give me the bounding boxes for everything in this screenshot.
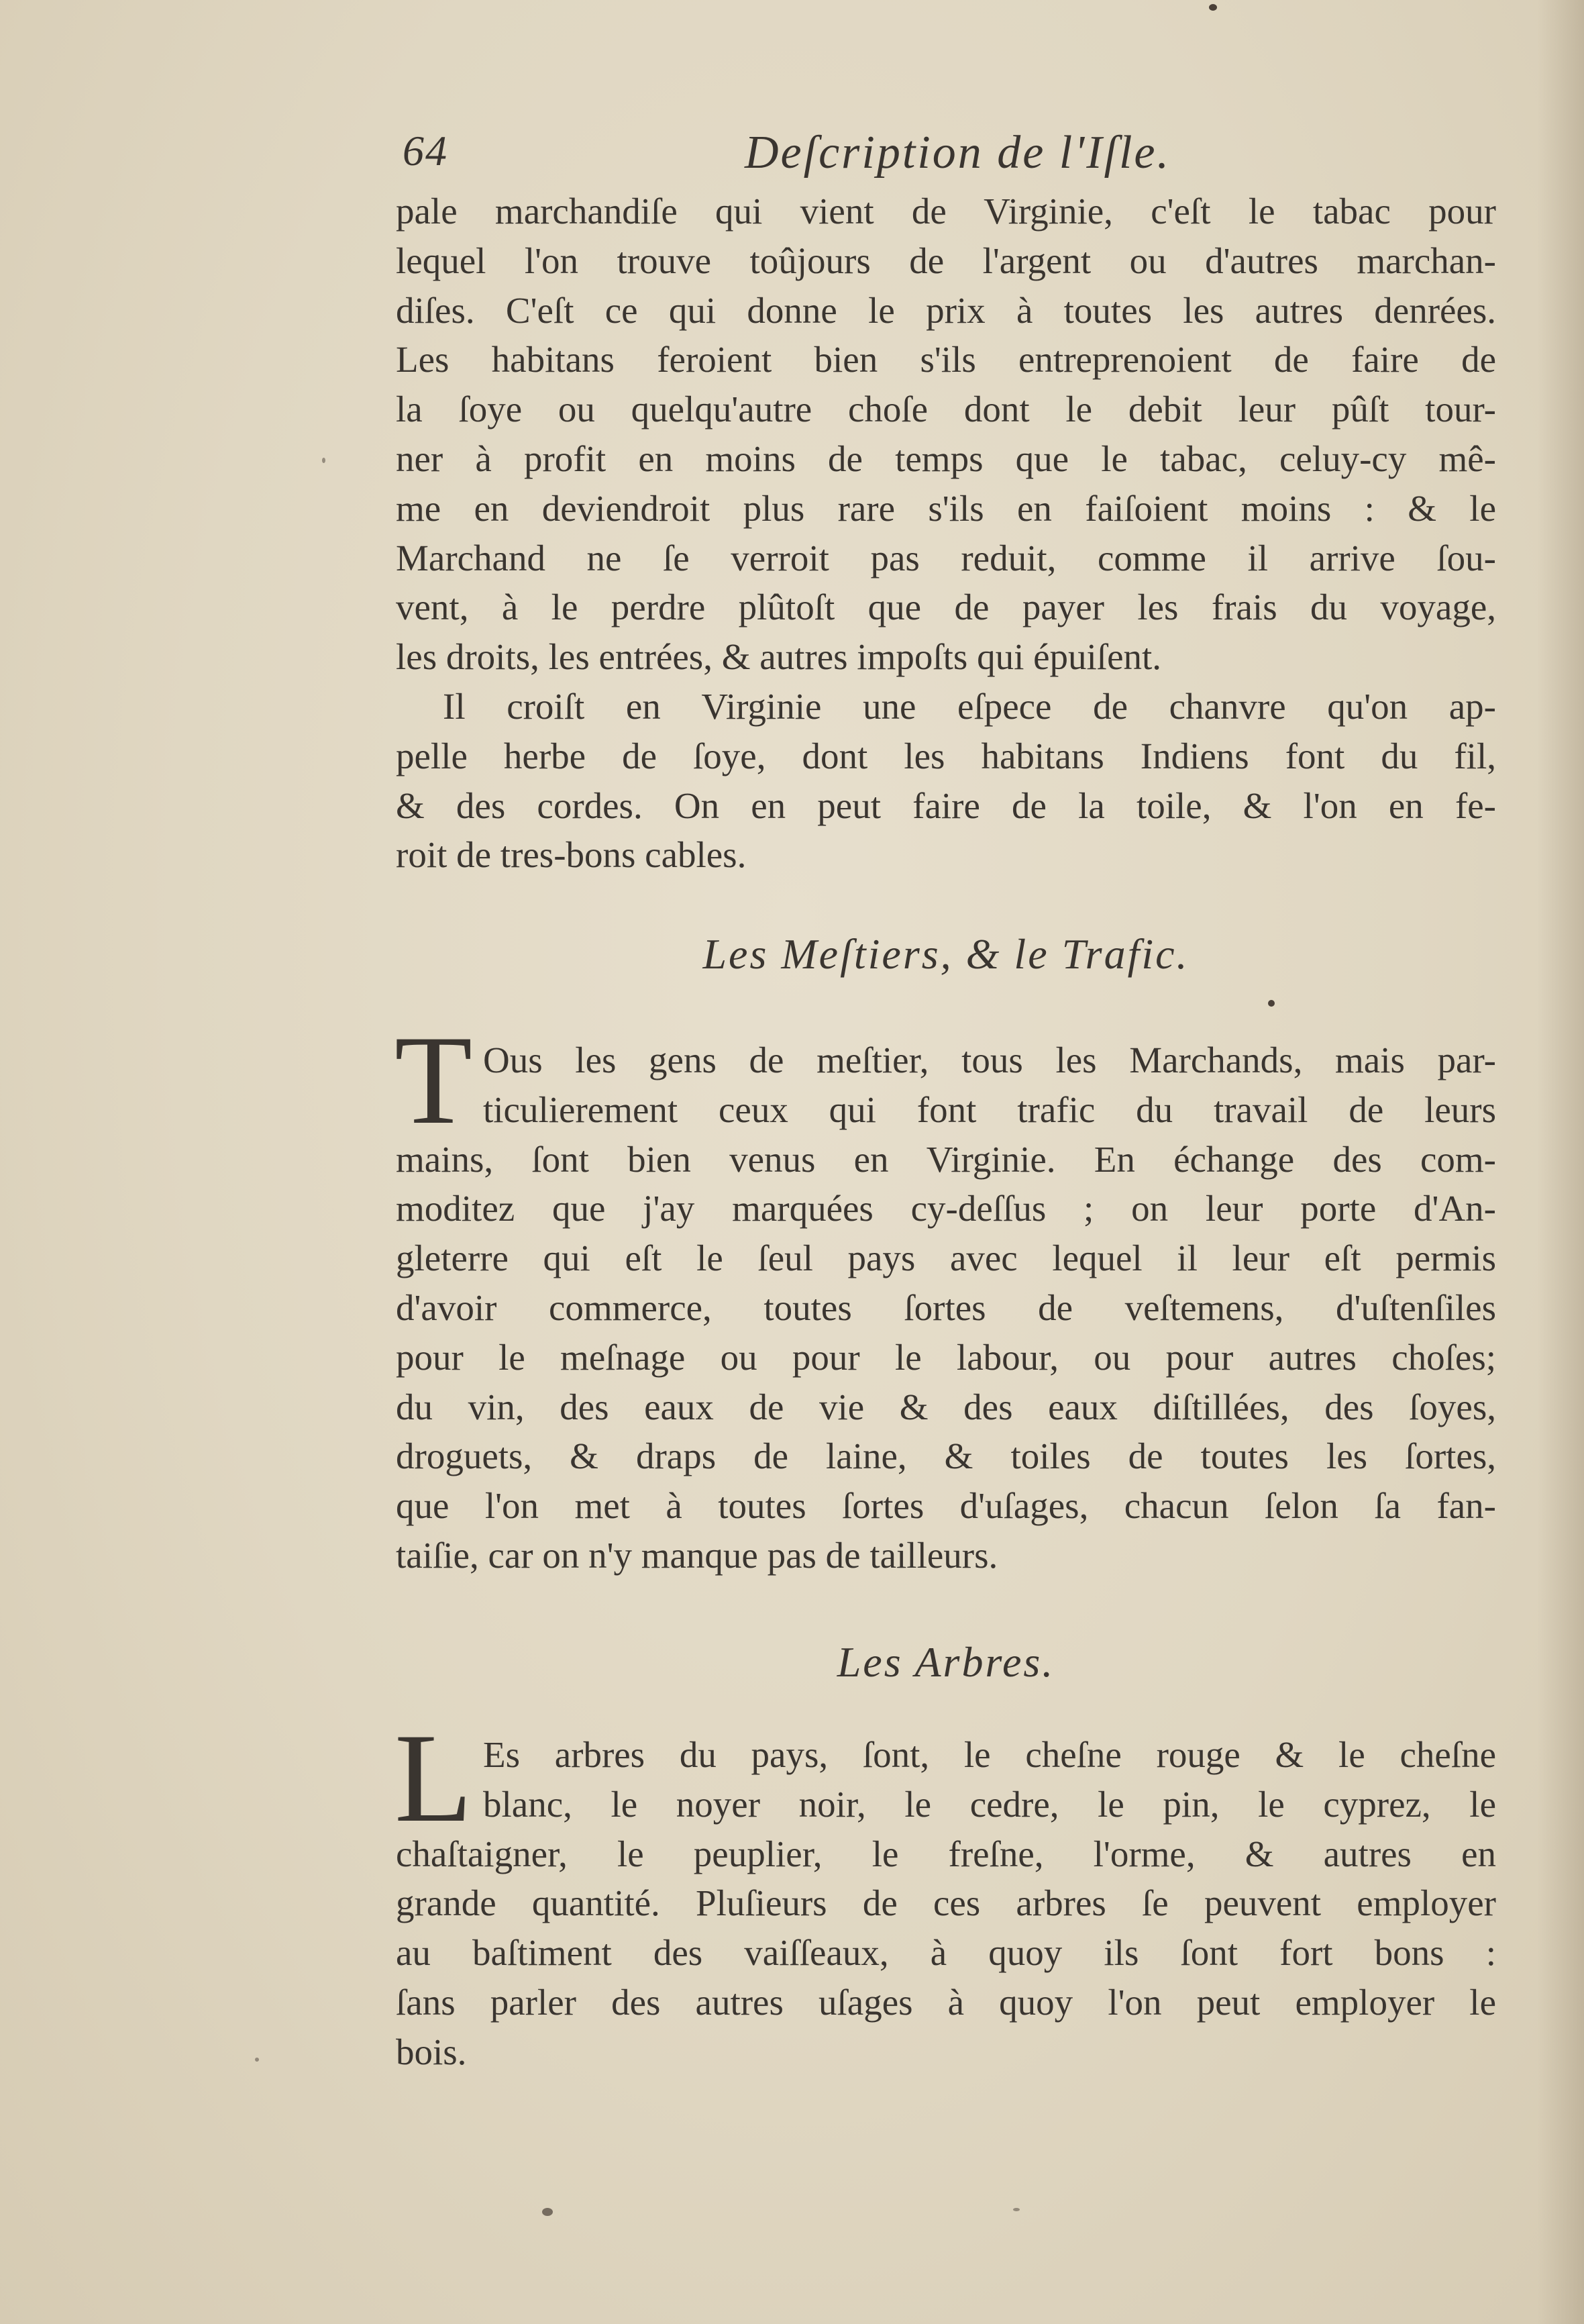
text-line: me en deviendroit plus rare s'ils en faiſoient moins : & le: [396, 487, 1496, 529]
text-line: bois.: [396, 2031, 467, 2072]
text-line: blanc, le noyer noir, le cedre, le pin, le cyprez, le: [483, 1783, 1496, 1825]
paper-speck: [1013, 2208, 1020, 2211]
text-line: gleterre qui eſt le ſeul pays avec lequel il leur eſt permis: [396, 1237, 1496, 1279]
text-line: d'avoir commerce, toutes ſortes de veſtemens, d'uſtenſiles: [396, 1286, 1496, 1328]
paper-speck: [1268, 1000, 1275, 1007]
drop-cap-l: L: [394, 1708, 473, 1849]
drop-cap-t: T: [394, 1010, 473, 1151]
paragraph-tobacco: [396, 187, 1496, 682]
paragraph-mestiers: [396, 1035, 1496, 1580]
text-line: & des cordes. On en peut faire de la toile, & l'on en fe-: [396, 785, 1496, 826]
section-heading-arbres: Les Arbres.: [837, 1638, 1055, 1686]
paragraph-hemp: [396, 682, 1496, 880]
paper-speck: [322, 458, 325, 463]
page-number: 64: [403, 127, 448, 174]
text-line: Es arbres du pays, ſont, le cheſne rouge & le cheſne: [483, 1734, 1496, 1775]
text-line: Les habitans feroient bien s'ils entreprenoient de faire de: [396, 339, 1496, 381]
text-line: lequel l'on trouve toûjours de l'argent ou d'autres marchan-: [396, 240, 1496, 281]
text-line: diſes. C'eſt ce qui donne le prix à toutes les autres denrées.: [396, 289, 1496, 331]
text-line: pelle herbe de ſoye, dont les habitans Indiens font du fil,: [396, 735, 1496, 776]
text-line: pale marchandiſe qui vient de Virginie, c'eſt le tabac pour: [396, 191, 1496, 232]
text-line: du vin, des eaux de vie & des eaux diſtillées, des ſoyes,: [396, 1386, 1496, 1427]
paragraph-arbres: [394, 1708, 1496, 2077]
text-line: que l'on met à toutes ſortes d'uſages, chacun ſelon ſa fan-: [396, 1485, 1496, 1527]
page-header: [403, 126, 1208, 187]
running-title: Deſcription de l'Iſle.: [745, 127, 1171, 179]
paper-speck: [1209, 4, 1217, 11]
text-line: ticulierement ceux qui font trafic du travail de leurs: [483, 1089, 1496, 1130]
text-line: taiſie, car on n'y manque pas de tailleurs.: [396, 1534, 998, 1576]
text-line: droguets, & draps de laine, & toiles de toutes les ſortes,: [396, 1435, 1496, 1477]
text-line: Ous les gens de meſtier, tous les Marchands, mais par-: [483, 1040, 1496, 1080]
paper-speck: [542, 2208, 553, 2216]
text-line: roit de tres-bons cables.: [396, 834, 747, 876]
text-line: au baſtiment des vaiſſeaux, à quoy ils ſont fort bons :: [396, 1932, 1496, 1974]
page-edge-shadow: [1537, 0, 1584, 2324]
paper-speck: [255, 2058, 259, 2062]
text-line: la ſoye ou quelqu'autre choſe dont le debit leur pûſt tour-: [396, 389, 1496, 430]
text-line: grande quantité. Pluſieurs de ces arbres ſe peuvent employer: [396, 1882, 1496, 1924]
text-line: pour le meſnage ou pour le labour, ou pour autres choſes;: [396, 1336, 1496, 1378]
text-line: vent, à le perdre plûtoſt que de payer les frais du voyage,: [396, 587, 1496, 628]
text-line: les droits, les entrées, & autres impoſts qui épuiſent.: [396, 636, 1162, 678]
text-line: moditez que j'ay marquées cy-deſſus ; on leur porte d'An-: [396, 1188, 1496, 1229]
text-line: ner à profit en moins de temps que le tabac, celuy-cy mê-: [396, 438, 1496, 479]
text-line: Il croiſt en Virginie une eſpece de chanvre qu'on ap-: [443, 686, 1496, 727]
section-heading-mestiers: Les Meſtiers, & le Trafic.: [702, 930, 1190, 978]
text-line: ſans parler des autres uſages à quoy l'on peut employer le: [396, 1981, 1496, 2023]
text-line: chaſtaigner, le peuplier, le freſne, l'orme, & autres en: [396, 1833, 1496, 1874]
text-line: Marchand ne ſe verroit pas reduit, comme il arrive ſou-: [396, 537, 1496, 578]
text-line: mains, ſont bien venus en Virginie. En échange des com-: [396, 1138, 1496, 1180]
